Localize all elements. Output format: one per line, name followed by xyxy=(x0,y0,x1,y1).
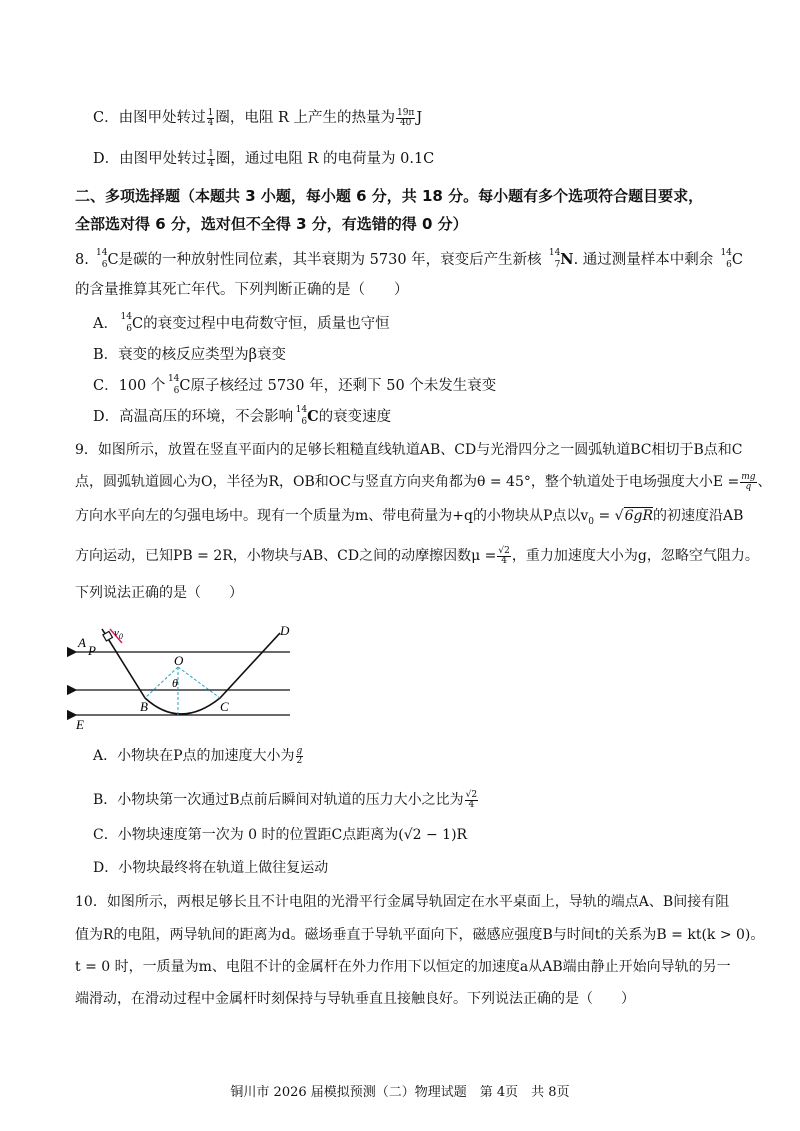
q10-stem-line2: 值为R的电阻，两导轨间的距离为d。磁场垂直于导轨平面向下，磁感应强度B与时间t的关系为B = kt(k > 0)。 xyxy=(75,927,765,943)
q7-option-c: C．由图甲处转过 $\frac{1}{4}$ 圈，电阻 R 上产生的热量为 $\frac{19\pi}{40}$ J xyxy=(93,107,423,128)
q9-figure xyxy=(60,615,310,730)
label-c: C xyxy=(220,699,229,714)
section-heading-line2: 全部选对得 6 分，选对但不全得 3 分，有选错的得 0 分） xyxy=(75,215,468,233)
q8-stem-line2: 的含量推算其死亡年代。下列判断正确的是（ ） xyxy=(75,282,409,298)
page-footer: 铜川市 2026 届模拟预测（二）物理试题 第 4页 共 8页 xyxy=(230,1085,570,1100)
q9-stem-line4: 方向运动，已知PB = 2R，小物块与AB、CD之间的动摩擦因数μ = $\frac{√2}{4}$ ，重力加速度大小为g，忽略空气阻力。 xyxy=(75,545,759,566)
q9-stem-line2: 点，圆弧轨道圆心为O，半径为R，OB和OC与竖直方向夹角都为θ = 45°，整个轨道处于电场强度大小E = $\frac{mg}{q}$ 、 xyxy=(75,471,772,492)
label-o: O xyxy=(174,653,184,668)
q9-stem-line1: 9．如图所示，放置在竖直平面内的足够长粗糙直线轨道AB、CD与光滑四分之一圆弧轨道BC相切于B点和C xyxy=(75,442,743,458)
label-p: P xyxy=(88,643,96,658)
q8-stem-line1: 8. 14 6 C是碳的一种放射性同位素，其半衰期为 5730 年，衰变后产生新核 14 7 N. 通过测量样本中剩余 14 6 C xyxy=(75,248,743,270)
q10-stem-line3: t = 0 时，一质量为m、电阻不计的金属杆在外力作用下以恒定的加速度a从AB端由静止开始向导轨的另一 xyxy=(75,959,731,975)
q10-stem-line1: 10．如图所示，两根足够长且不计电阻的光滑平行金属导轨固定在水平桌面上，导轨的端点A、B间接有阻 xyxy=(75,894,730,910)
label-e: E xyxy=(76,717,84,730)
q9-option-b: B．小物块第一次通过B点前后瞬间对轨道的压力大小之比为 $\frac{√2}{4}$ xyxy=(93,789,478,810)
q8-option-d: D．高温高压的环境，不会影响 14 6 C的衰变速度 xyxy=(93,405,392,427)
radius-oc xyxy=(178,667,220,698)
nitrogen14-nuclide: 14 7 xyxy=(548,248,561,270)
label-theta: θ xyxy=(172,676,178,690)
q9-stem-line5: 下列说法正确的是（ ） xyxy=(75,585,243,601)
label-b: B xyxy=(140,699,148,714)
q9-option-d: D．小物块最终将在轨道上做往复运动 xyxy=(93,860,329,876)
q9-option-a: A．小物块在P点的加速度大小为 $\frac{g}{2}$ xyxy=(93,745,303,766)
label-a: A xyxy=(78,635,86,650)
label-v0: $v_0$ xyxy=(114,627,123,641)
track xyxy=(102,629,280,714)
q8-option-b: B．衰变的核反应类型为β衰变 xyxy=(93,347,287,363)
label-d: D xyxy=(280,623,290,638)
q8-option-c: C．100 个 14 6 C原子核经过 5730 年，还剩下 50 个未发生衰变 xyxy=(93,374,497,396)
q9-option-c: C．小物块速度第一次为 0 时的位置距C点距离为(√2 − 1)R xyxy=(93,827,468,843)
section-heading-line1: 二、多项选择题（本题共 3 小题，每小题 6 分，共 18 分。每小题有多个选项符合题目要求， xyxy=(75,187,704,205)
q9-stem-line3: 方向水平向左的匀强电场中。现有一个质量为m、带电荷量为+q的小物块从P点以$v_0 = √6gR$的初速度沿AB xyxy=(75,508,744,527)
q10-stem-line4: 端滑动，在滑动过程中金属杆时刻保持与导轨垂直且接触良好。下列说法正确的是（ ） xyxy=(75,991,635,1007)
carbon14-nuclide: 14 6 xyxy=(96,248,108,270)
q7-option-d: D．由图甲处转过 $\frac{1}{4}$ 圈，通过电阻 R 的电荷量为 0.1C xyxy=(93,148,435,169)
q8-option-a: A． 14 6 C的衰变过程中电荷数守恒，质量也守恒 xyxy=(93,312,390,334)
